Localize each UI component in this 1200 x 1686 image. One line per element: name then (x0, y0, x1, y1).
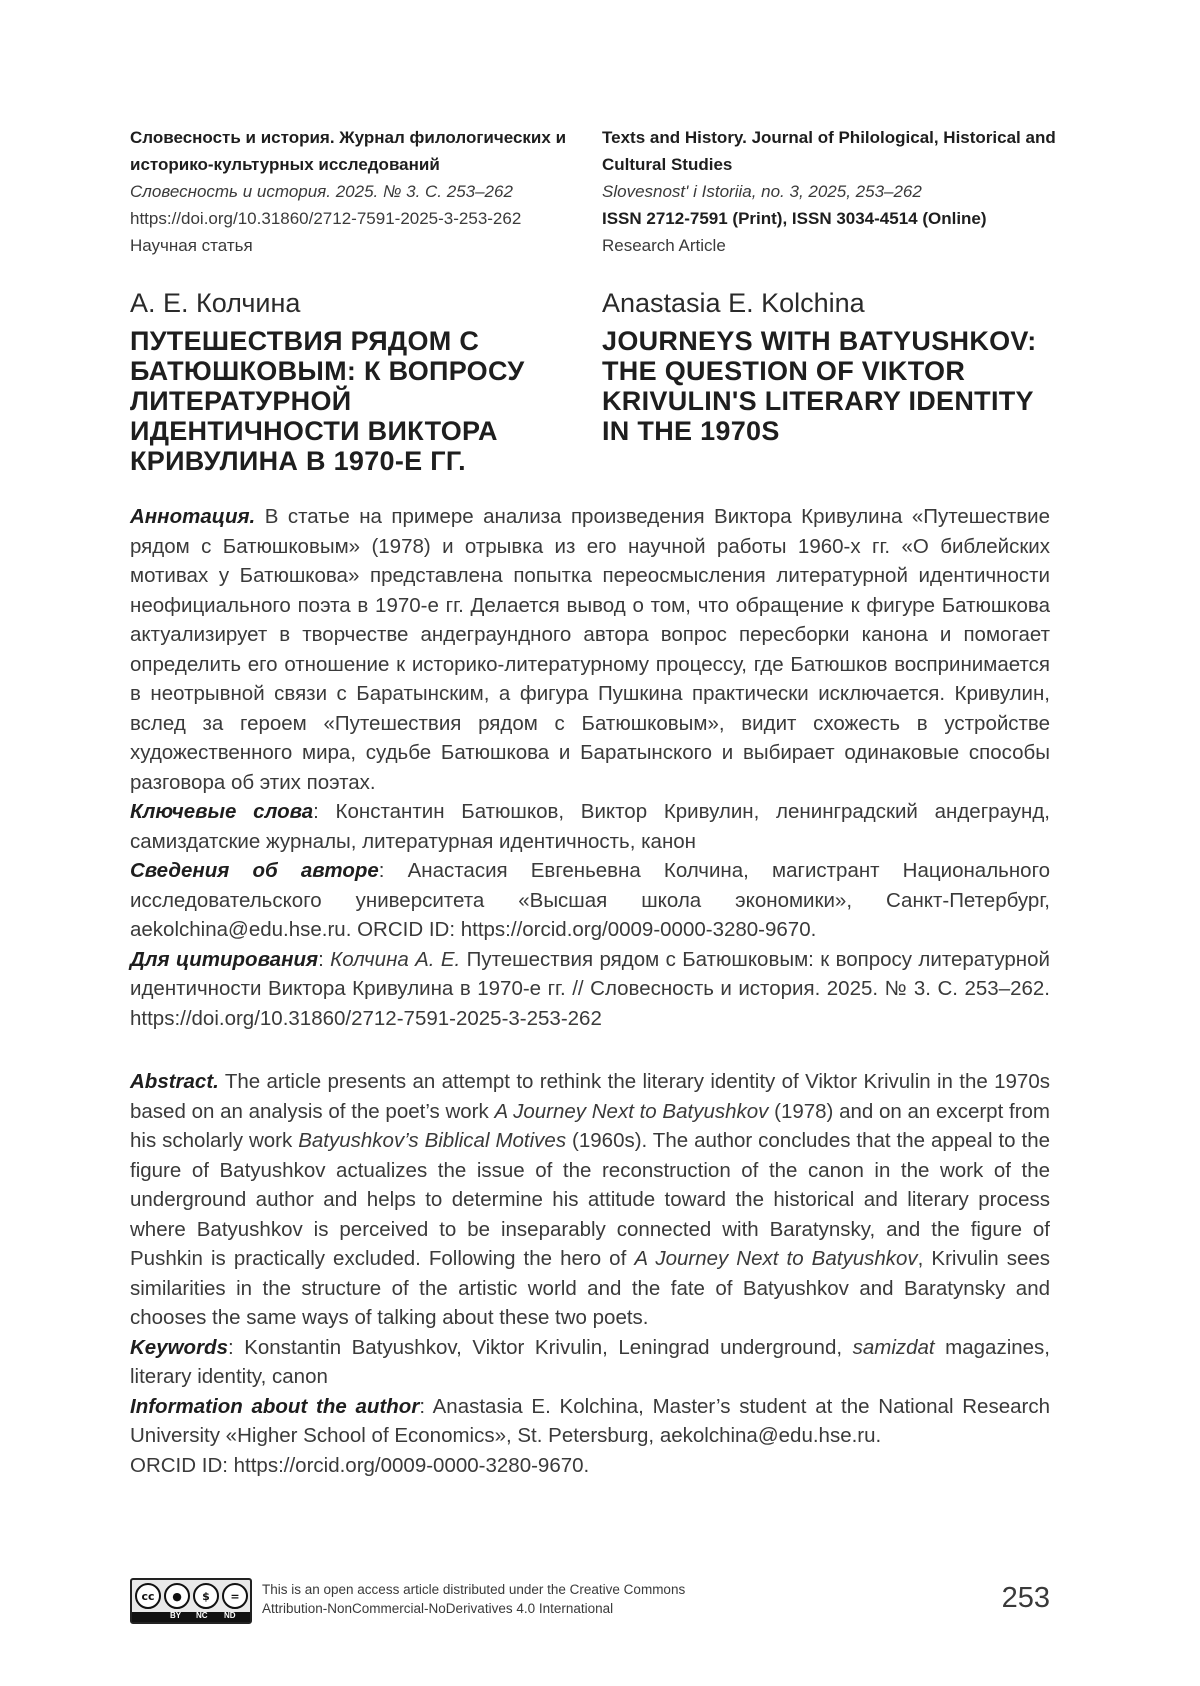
doi-ru[interactable]: https://doi.org/10.31860/2712-7591-2025-3-253-262 (130, 205, 600, 232)
page-footer (130, 1578, 1050, 1628)
cc-icon: cc (135, 1583, 161, 1609)
abstract-en-block (130, 1067, 1050, 1480)
journal-title-en: Texts and History. Journal of Philological, Historical and Cultural Studies (602, 124, 1072, 178)
abstract-label-ru: Аннотация. (130, 505, 255, 528)
keywords-label-ru: Ключевые слова (130, 800, 313, 823)
journal-title-ru: Словесность и история. Журнал филологических и историко-культурных исследований (130, 124, 600, 178)
author-name-ru: А. Е. Колчина (130, 286, 300, 320)
author-info-en (130, 1392, 1050, 1451)
abstract-en-part: The article presents an attempt to rethink the literary identity of Viktor Krivulin in the 1970s based on an analysis of the poet’s work (130, 1070, 1050, 1123)
keywords-text-en: magazines, literary identity, canon (130, 1336, 1050, 1389)
author-info-text-ru: : Анастасия Евгеньевна Колчина, магистрант Национального исследовательского университета «Высшая школа экономики», Санкт-Петербург, aekolchina@edu.hse.ru. ORCID ID: https://orcid.org/0009-0000-3280-9670. (130, 859, 1050, 941)
work-title: Batyushkov’s Biblical Motives (298, 1129, 566, 1152)
issn-en: ISSN 2712-7591 (Print), ISSN 3034-4514 (Online) (602, 205, 1072, 232)
author-name-en: Anastasia E. Kolchina (602, 286, 865, 320)
keywords-ru (130, 797, 1050, 856)
author-info-ru (130, 856, 1050, 945)
keywords-en (130, 1333, 1050, 1392)
citation-ru: Словесность и история. 2025. № 3. С. 253–262 (130, 178, 600, 205)
abstract-en-part: (1960s). The author concludes that the appeal to the figure of Batyushkov actualizes the issue of the reconstruction of the canon in the work of the underground author and helps to determine his attitude toward the historical and literary process where Batyushkov is perceived to be inseparably connected with Baratynsky, and the figure of Pushkin is practically excluded. Following the hero of (130, 1129, 1050, 1270)
badge-by: BY (170, 1611, 181, 1620)
author-info-label-ru: Сведения об авторе (130, 859, 379, 882)
license-text (262, 1580, 762, 1618)
badge-nd: ND (224, 1611, 236, 1620)
citation-en: Slovesnost' i Istoriia, no. 3, 2025, 253–262 (602, 178, 1072, 205)
cc-license-badge[interactable] (130, 1578, 252, 1624)
license-line: This is an open access article distributed under the Creative Commons (262, 1580, 762, 1599)
badge-nc: NC (196, 1611, 208, 1620)
keywords-label-en: Keywords (130, 1336, 228, 1359)
orcid-en: ORCID ID: https://orcid.org/0009-0000-3280-9670. (130, 1451, 1050, 1481)
header-ru (130, 124, 600, 259)
work-title: A Journey Next to Batyushkov (494, 1100, 768, 1123)
article-title-en: JOURNEYS WITH BATYUSHKOV: THE QUESTION OF VIKTOR KRIVULIN'S LITERARY IDENTITY IN THE 1970S (602, 326, 1052, 446)
page-number: 253 (1002, 1578, 1050, 1618)
person-icon: ● (164, 1583, 190, 1609)
abstract-ru (130, 502, 1050, 797)
no-dollar-icon: $ (193, 1583, 219, 1609)
work-title: A Journey Next to Batyushkov (634, 1247, 917, 1270)
article-title-ru: ПУТЕШЕСТВИЯ РЯДОМ С БАТЮШКОВЫМ: К ВОПРОСУ ЛИТЕРАТУРНОЙ ИДЕНТИЧНОСТИ ВИКТОРА КРИВУЛИНА В 1970-Е ГГ. (130, 326, 580, 476)
equals-icon: = (222, 1583, 248, 1609)
article-type-ru: Научная статья (130, 232, 600, 259)
keywords-text-ru: : Константин Батюшков, Виктор Кривулин, ленинградский андеграунд, самиздатские журналы, литературная идентичность, канон (130, 800, 1050, 853)
abstract-en-part: , Krivulin sees similarities in the structure of the artistic world and the fate of Batyushkov and Baratynsky and chooses the same ways of talking about these two poets. (130, 1247, 1050, 1329)
article-type-en: Research Article (602, 232, 1072, 259)
header-en (602, 124, 1072, 259)
abstract-label-en: Abstract. (130, 1070, 219, 1093)
author-info-label-en: Information about the author (130, 1395, 419, 1418)
cite-ru (130, 945, 1050, 1034)
keywords-italic-en: samizdat (853, 1336, 935, 1359)
abstract-en-part: (1978) and on an excerpt from his scholarly work (130, 1100, 1050, 1153)
cite-text-ru: Путешествия рядом с Батюшковым: к вопросу литературной идентичности Виктора Кривулина в 1970-е гг. // Словесность и история. 2025. № 3. С. 253–262. https://doi.org/10.31860/2712-7591-2025-3-253-262 (130, 948, 1050, 1030)
cite-author-ru: Колчина А. Е. (330, 948, 460, 971)
license-line: Attribution-NonCommercial-NoDerivatives 4.0 International (262, 1599, 762, 1618)
cite-sep-ru: : (318, 948, 330, 971)
keywords-text-en: : Konstantin Batyushkov, Viktor Krivulin, Leningrad underground, (228, 1336, 853, 1359)
cite-label-ru: Для цитирования (130, 948, 318, 971)
abstract-text-ru: В статье на примере анализа произведения Виктора Кривулина «Путешествие рядом с Батюшковым» (1978) и отрывка из его научной работы 1960-х гг. «О библейских мотивах у Батюшкова» представлена попытка переосмысления литературной идентичности неофициального поэта в 1970-е гг. Делается вывод о том, что обращение к фигуре Батюшкова актуализирует в творчестве андеграундного автора вопрос пересборки канона и помогает определить его отношение к историко-литературному процессу, где Батюшков воспринимается в неотрывной связи с Баратынским, а фигура Пушкина практически исключается. Кривулин, вслед за героем «Путешествия рядом с Батюшковым», видит схожесть в устройстве художественного мира, судьбе Батюшкова и Баратынского и выбирает одинаковые способы разговора об этих поэтах. (130, 505, 1050, 794)
badge-label-bar (132, 1612, 250, 1622)
author-info-text-en: : Anastasia E. Kolchina, Master’s student at the National Research University «Higher School of Economics», St. Petersburg, aekolchina@edu.hse.ru. (130, 1395, 1050, 1448)
abstract-ru-block (130, 502, 1050, 1033)
abstract-en (130, 1067, 1050, 1333)
